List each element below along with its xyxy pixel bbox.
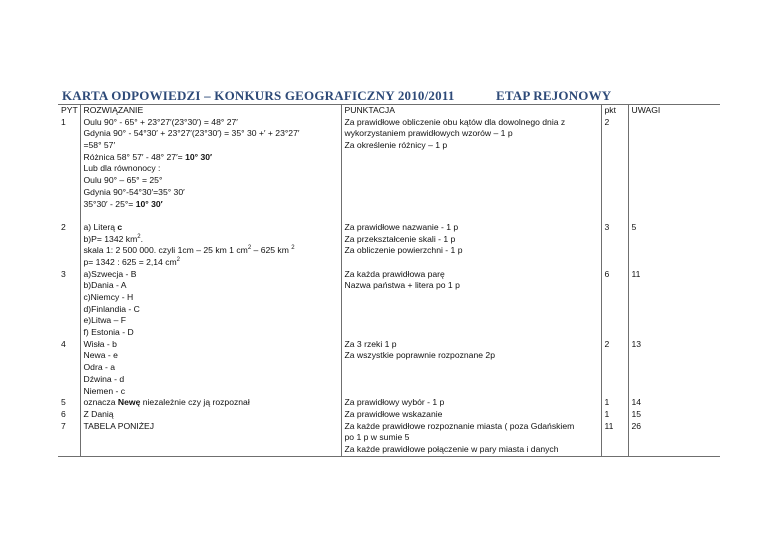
scoring-cell: Za każde prawidłowe rozpoznanie miasta ( poza Gdańskiem po 1 p w sumie 5 Za każde prawidłowe połączenie w pary miasta i danych bbox=[341, 421, 601, 457]
solution-cell: Oulu 90° - 65° + 23°27′(23°30′) = 48° 27′ Gdynia 90° - 54°30′ + 23°27′(23°30′) = 35° 30 +′ + 23°27′ =58° 57′ Różnica 58° 57′ - 48° 27′= 10° 30′ Lub dla równonocy : Oulu 90° – 65° = 25° Gdynia 90°-54°30′=35° 30′ 35°30′ - 25°= 10° 30′ bbox=[80, 117, 341, 222]
row-num: 6 bbox=[61, 408, 66, 419]
row-num: 2 bbox=[61, 221, 66, 232]
notes-value: 5 bbox=[631, 221, 637, 232]
difference-line: Różnica 58° 57′ - 48° 27′= 10° 30′ bbox=[83, 151, 213, 162]
points-value: 2 bbox=[604, 338, 610, 349]
solution-cell: a) Literą c b)P= 1342 $km^2$. skala 1: 2 500 000. czyli 1cm – 25 km 1 $cm^2 - 625$ km $^2$ p= 1342 : 625 = 2,14 $cm^2$ bbox=[80, 222, 341, 269]
scoring-cell: Za prawidłowy wybór - 1 p bbox=[341, 397, 601, 409]
row-num: 3 bbox=[61, 268, 66, 279]
scoring-cell: Za prawidłowe wskazanie bbox=[341, 409, 601, 421]
points-value: 11 bbox=[604, 420, 614, 431]
notes-value: 11 bbox=[631, 268, 641, 279]
notes-value: 14 bbox=[631, 397, 642, 408]
table-row bbox=[58, 409, 720, 421]
scoring-cell: Za prawidłowe nazwanie - 1 p Za przekształcenie skali - 1 p Za obliczenie powierzchni - 1 p bbox=[341, 222, 601, 269]
row-num: 4 bbox=[61, 338, 66, 349]
col-scoring: PUNKTACJA bbox=[341, 105, 601, 117]
col-points: pkt bbox=[601, 105, 628, 117]
table-row bbox=[58, 269, 720, 339]
notes-value: 15 bbox=[631, 408, 642, 419]
table-row bbox=[58, 117, 720, 222]
solution-cell: TABELA PONIŻEJ bbox=[80, 421, 341, 457]
result-line: 35°30′ - 25°= 10° 30′ bbox=[83, 198, 163, 209]
stage-label: ETAP REJONOWY bbox=[496, 88, 612, 103]
points-value: 3 bbox=[604, 221, 610, 232]
solution-cell: Z Danią bbox=[80, 409, 341, 421]
table-row bbox=[58, 339, 720, 397]
col-solution: ROZWIĄZANIE bbox=[80, 105, 341, 117]
notes-value: 26 bbox=[631, 420, 642, 431]
scoring-cell: Za 3 rzeki 1 p Za wszystkie poprawnie rozpoznane 2p bbox=[341, 339, 601, 397]
notes-value bbox=[632, 117, 718, 129]
header-row bbox=[58, 105, 720, 117]
points-value: 2 bbox=[604, 116, 610, 127]
title-text: KARTA ODPOWIEDZI – KONKURS GEOGRAFICZNY 2010/2011 bbox=[62, 88, 455, 103]
solution-cell: oznacza Newę niezależnie czy ją rozpoznał bbox=[80, 397, 341, 409]
points-value: 1 bbox=[604, 408, 610, 419]
points-value: 1 bbox=[604, 397, 610, 408]
col-notes: UWAGI bbox=[628, 105, 720, 117]
row-num: 1 bbox=[61, 116, 66, 127]
row-num: 5 bbox=[61, 397, 66, 408]
page-title bbox=[62, 88, 622, 104]
scoring-cell: Za każda prawidłowa parę Nazwa państwa + litera po 1 p bbox=[341, 269, 601, 339]
answer-table bbox=[58, 104, 720, 457]
row-num: 7 bbox=[61, 420, 66, 431]
scoring-cell: Za prawidłowe obliczenie obu kątów dla dowolnego dnia z wykorzystaniem prawidłowych wzorów – 1 p Za określenie różnicy – 1 p bbox=[341, 117, 601, 222]
table-row bbox=[58, 397, 720, 409]
table-row bbox=[58, 222, 720, 269]
notes-value: 13 bbox=[631, 338, 642, 349]
solution-cell: a)Szwecja - B b)Dania - A c)Niemcy - H d)Finlandia - C e)Litwa – F f) Estonia - D bbox=[80, 269, 341, 339]
solution-cell: Wisła - b Newa - e Odra - a Dźwina - d Niemen - c bbox=[80, 339, 341, 397]
col-num: PYT bbox=[58, 105, 80, 117]
points-value: 6 bbox=[604, 268, 610, 279]
table-row bbox=[58, 421, 720, 457]
